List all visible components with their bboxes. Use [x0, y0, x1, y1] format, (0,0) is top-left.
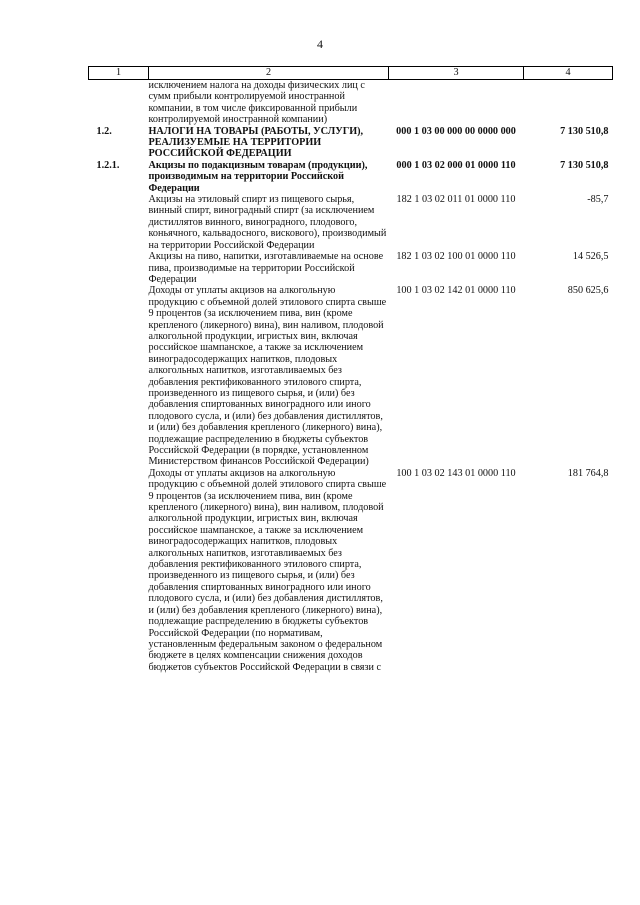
table-row — [89, 160, 613, 194]
table-row — [89, 80, 613, 126]
table-row — [89, 468, 613, 673]
revenue-table — [88, 66, 613, 673]
row-number — [89, 285, 149, 468]
row-amount: 181 764,8 — [567, 467, 609, 479]
row-code — [389, 80, 524, 126]
table-row — [89, 194, 613, 251]
row-number — [89, 194, 149, 251]
header-col-3: 3 — [389, 67, 524, 80]
row-code: 100 1 03 02 143 01 0000 110 — [396, 467, 516, 479]
table-row — [89, 126, 613, 160]
table-header-row — [89, 67, 613, 80]
row-name: Акцизы по подакцизным товарам (продукции), производимым на территории Российской Федерации — [148, 159, 368, 194]
row-number — [89, 251, 149, 285]
table-row — [89, 285, 613, 468]
row-amount — [524, 80, 613, 126]
row-amount: 7 130 510,8 — [560, 125, 609, 137]
header-col-4: 4 — [524, 67, 613, 80]
row-name: Акцизы на этиловый спирт из пищевого сырья, винный спирт, виноградный спирт (за исключением дистиллятов винного, виноградного, плодового, коньячного, кальвадосного, вискового), производимый на территории Российской Федерации — [148, 194, 387, 251]
row-name: Доходы от уплаты акцизов на алкогольную продукцию с объемной долей этилового спирта свыше 9 процентов (за исключением пива, вин (кроме крепленого (ликерного) вина), вин наливом, плодовой алкогольной продукции, игристых вин, включая российское шампанское, а также за исключением виноградосодержащих напитков, плодовых алкогольных напитков, изготавливаемых без добавления ректификованного этилового спирта, произведенного из пищевого сырья, и (или) без добавления спиртованных виноградного или иного плодового сусла, и (или) без добавления дистиллятов, и (или) без добавления крепленого (ликерного) вина), подлежащие распределению в бюджеты субъектов Российской Федерации (в порядке, установленном Министерством финансов Российской Федерации) — [148, 285, 387, 468]
row-amount: 7 130 510,8 — [560, 159, 609, 171]
row-number — [89, 80, 149, 126]
row-name: Акцизы на пиво, напитки, изготавливаемые на основе пива, производимые на территории Российской Федерации — [148, 251, 384, 285]
page-number: 4 — [317, 37, 323, 51]
header-col-2: 2 — [149, 67, 389, 80]
row-name: НАЛОГИ НА ТОВАРЫ (РАБОТЫ, УСЛУГИ), РЕАЛИЗУЕМЫЕ НА ТЕРРИТОРИИ РОССИЙСКОЙ ФЕДЕРАЦИИ — [148, 125, 364, 160]
row-name: исключением налога на доходы физических лиц с сумм прибыли контролируемой иностранной компании, в том числе фиксированной прибыли контролируемой иностранной компании) — [148, 80, 365, 126]
row-name: Доходы от уплаты акцизов на алкогольную продукцию с объемной долей этилового спирта свыше 9 процентов (за исключением пива, вин (кроме крепленого (ликерного) вина), вин наливом, плодовой алкогольной продукции, игристых вин, включая российское шампанское, а также за исключением виноградосодержащих напитков, плодовых алкогольных напитков, изготавливаемых без добавления ректификованного этилового спирта, произведенного из пищевого сырья, и (или) без добавления спиртованных виноградного или иного плодового сусла, и (или) без добавления дистиллятов, и (или) без добавления крепленого (ликерного) вина), подлежащие распределению в бюджеты субъектов Российской Федерации (по нормативам, установленным федеральным законом о федеральном бюджете в целях компенсации снижения доходов бюджетов субъектов Российской Федерации в связи с — [148, 467, 387, 673]
row-code: 000 1 03 02 000 01 0000 110 — [396, 159, 516, 171]
row-code: 000 1 03 00 000 00 0000 000 — [396, 125, 516, 137]
row-code: 182 1 03 02 011 01 0000 110 — [396, 194, 516, 206]
row-code: 182 1 03 02 100 01 0000 110 — [396, 251, 516, 263]
header-col-1: 1 — [89, 67, 149, 80]
row-amount: 850 625,6 — [567, 285, 609, 297]
row-number — [89, 468, 149, 673]
row-number: 1.2.1. — [96, 159, 120, 171]
row-code: 100 1 03 02 142 01 0000 110 — [396, 285, 516, 297]
row-amount: -85,7 — [587, 194, 609, 206]
row-number: 1.2. — [96, 125, 112, 137]
row-amount: 14 526,5 — [572, 251, 609, 263]
table-body — [89, 80, 613, 674]
table-row — [89, 251, 613, 285]
